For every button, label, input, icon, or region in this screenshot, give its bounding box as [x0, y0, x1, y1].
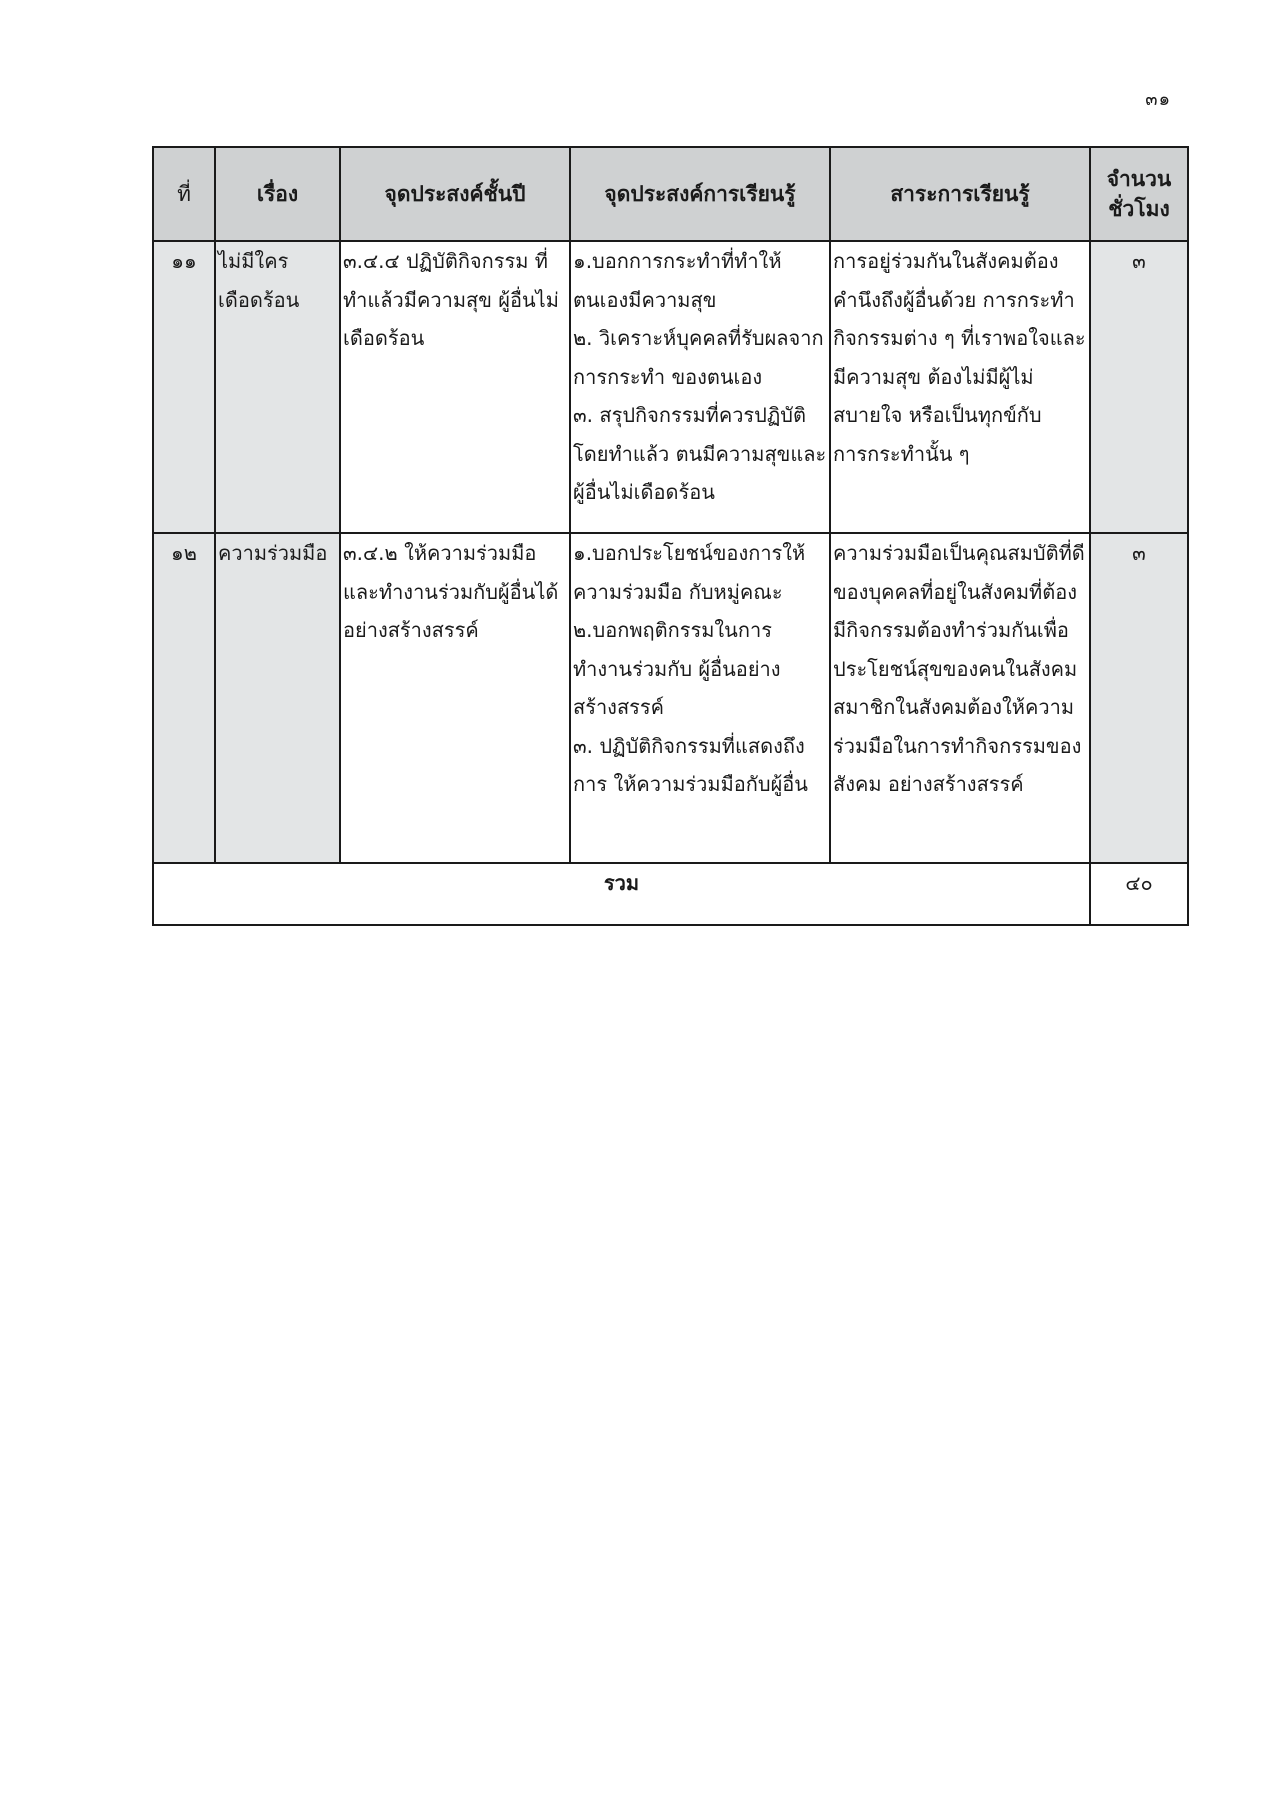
table-row: [153, 533, 1188, 863]
table-row: [153, 241, 1188, 533]
learning-objective-item: ๒.บอกพฤติกรรมในการทำงานร่วมกับ ผู้อื่นอย่างสร้างสรรค์: [573, 618, 781, 719]
header-learning-objective: จุดประสงค์การเรียนรู้: [570, 147, 830, 241]
row-content: การอยู่ร่วมกันในสังคมต้องคำนึงถึงผู้อื่นด้วย การกระทำกิจกรรมต่าง ๆ ที่เราพอใจและมีความสุข ต้องไม่มีผู้ไม่สบายใจ หรือเป็นทุกข์กับการกระทำนั้น ๆ: [830, 241, 1090, 533]
total-label: รวม: [153, 863, 1090, 925]
row-learning-objectives: [570, 533, 830, 863]
learning-objective-item: ๓. สรุปกิจกรรมที่ควรปฏิบัติโดยทำแล้ว ตนมีความสุขและผู้อื่นไม่เดือดร้อน: [573, 403, 827, 504]
table-header-row: [153, 147, 1188, 241]
total-hours: ๔๐: [1090, 863, 1188, 925]
header-content: สาระการเรียนรู้: [830, 147, 1090, 241]
learning-objective-item: ๒. วิเคราะห์บุคคลที่รับผลจากการกระทำ ของตนเอง: [573, 326, 824, 389]
header-grade-objective: จุดประสงค์ชั้นปี: [340, 147, 570, 241]
learning-objective-item: ๓. ปฏิบัติกิจกรรมที่แสดงถึงการ ให้ความร่วมมือกับผู้อื่น: [573, 733, 808, 796]
header-no: ที่: [153, 147, 215, 241]
learning-plan-table: [152, 146, 1189, 926]
page-number: ๓๑: [1145, 89, 1171, 110]
row-topic: ความร่วมมือ: [215, 533, 340, 863]
header-topic: เรื่อง: [215, 147, 340, 241]
row-hours: ๓: [1090, 533, 1188, 863]
row-grade-objective: ๓.๔.๒ ให้ความร่วมมือและทำงานร่วมกับผู้อื่นได้อย่างสร้างสรรค์: [340, 533, 570, 863]
row-content: ความร่วมมือเป็นคุณสมบัติที่ดีของบุคคลที่อยู่ในสังคมที่ต้องมีกิจกรรมต้องทำร่วมกันเพื่อประโยชน์สุขของคนในสังคม สมาชิกในสังคมต้องให้ความร่วมมือในการทำกิจกรรมของสังคม อย่างสร้างสรรค์: [830, 533, 1090, 863]
learning-objective-item: ๑.บอกการกระทำที่ทำให้ตนเองมีความสุข: [573, 249, 782, 312]
row-learning-objectives: [570, 241, 830, 533]
header-hours-line2: ชั่วโมง: [1108, 197, 1170, 221]
row-number: ๑๒: [153, 533, 215, 863]
header-hours-line1: จำนวน: [1106, 167, 1172, 191]
header-hours: [1090, 147, 1188, 241]
row-number: ๑๑: [153, 241, 215, 533]
total-row: [153, 863, 1188, 925]
row-grade-objective: ๓.๔.๔ ปฏิบัติกิจกรรม ที่ทำแล้วมีความสุข ผู้อื่นไม่เดือดร้อน: [340, 241, 570, 533]
row-hours: ๓: [1090, 241, 1188, 533]
learning-objective-item: ๑.บอกประโยชน์ของการให้ความร่วมมือ กับหมู่คณะ: [573, 541, 806, 604]
row-topic: ไม่มีใคร เดือดร้อน: [215, 241, 340, 533]
